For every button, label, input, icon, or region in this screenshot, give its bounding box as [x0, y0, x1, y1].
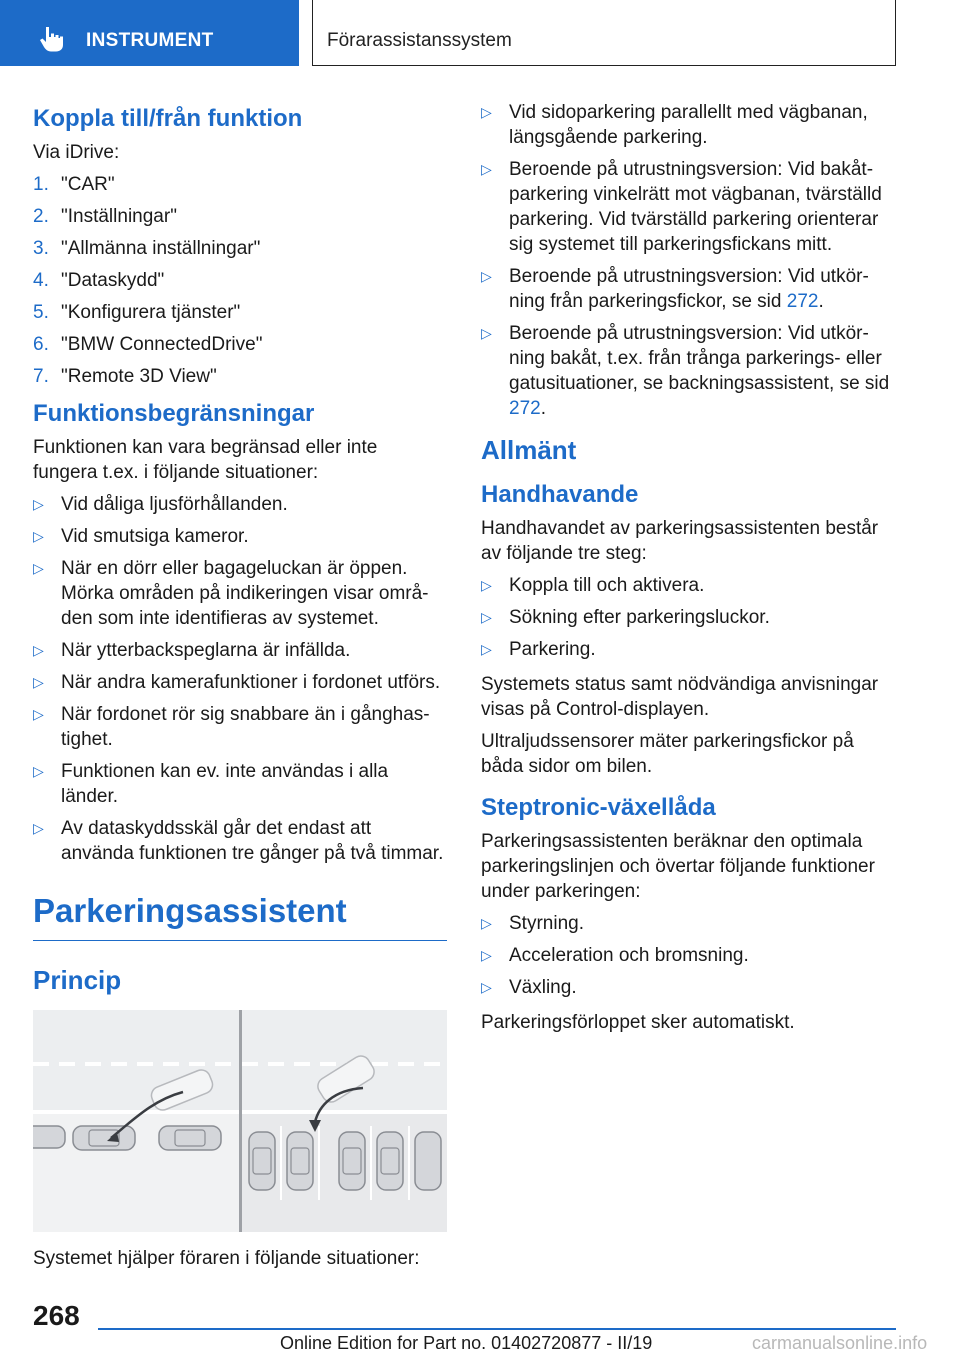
triangle-bullet-icon: ▷ [481, 979, 492, 995]
triangle-bullet-icon: ▷ [33, 674, 44, 690]
list-item: 1. "CAR" [33, 174, 115, 195]
page-link-272[interactable]: 272 [509, 398, 541, 419]
situations-list [481, 100, 895, 421]
list-item: 3. "Allmänna inställningar" [33, 238, 261, 259]
heading-parking-assistant: Parkeringsassistent [33, 892, 447, 941]
triangle-bullet-icon: ▷ [481, 104, 492, 120]
list-item: ▷ Beroende på utrustningsversion: Vid utkörning bakåt, t.ex. från trånga parkerings- eller gatusituationer, se backningsassistent, se sid 272. [481, 323, 890, 419]
right-column [481, 100, 895, 1042]
handhavande-steps [481, 573, 895, 662]
list-item: ▷ När fordonet rör sig snabbare än i gånghastighet. [33, 704, 430, 750]
list-item: ▷ Parkering. [481, 639, 596, 660]
page-link-272[interactable]: 272 [786, 291, 819, 312]
triangle-bullet-icon: ▷ [33, 820, 44, 836]
list-item: 2. "Inställningar" [33, 206, 177, 227]
triangle-bullet-icon: ▷ [481, 325, 492, 341]
chapter-tab-instrument[interactable] [0, 0, 299, 66]
list-item: ▷ Av dataskyddsskäl går det endast att använda funktionen tre gånger på två timmar. [33, 818, 444, 864]
list-item: ▷ När andra kamerafunktioner i fordonet utförs. [33, 672, 441, 693]
heading-handhavande: Handhavande [481, 481, 639, 508]
handhavande-intro: Handhavandet av parkeringsassistenten består av följande tre steg: [481, 518, 879, 564]
list-item: 4. "Dataskydd" [33, 270, 165, 291]
watermark: carmanualsonline.info [752, 1333, 928, 1353]
triangle-bullet-icon: ▷ [481, 577, 492, 593]
list-item: ▷ När en dörr eller bagageluckan är öppen. Mörka områden på indikeringen visar områden som inte identifieras av systemet. [33, 558, 429, 629]
triangle-bullet-icon: ▷ [481, 641, 492, 657]
automatic-paragraph: Parkeringsförloppet sker automatiskt. [481, 1012, 795, 1033]
illustration-caption: Systemet hjälper föraren i följande situationer: [33, 1248, 420, 1269]
triangle-bullet-icon: ▷ [33, 706, 44, 722]
page-number: 268 [33, 1300, 80, 1331]
footer-divider [98, 1328, 896, 1330]
triangle-bullet-icon: ▷ [481, 161, 492, 177]
limitations-intro: Funktionen kan vara begränsad eller inte fungera t.ex. i följande situationer: [33, 437, 378, 483]
heading-allmant: Allmänt [481, 435, 577, 465]
list-item: ▷ Beroende på utrustningsversion: Vid bakåtparkering vinkelrätt mot vägbanan, tvärställd parkering. Vid tvärställd parkering orienterar sig systemet till parkeringsfickans mitt. [481, 159, 882, 255]
heading-steptronic: Steptronic-växellåda [481, 794, 716, 821]
list-item: ▷ Vid sidoparkering parallellt med vägbanan, längsgående parkering. [481, 102, 868, 148]
list-item: ▷ Sökning efter parkeringsluckor. [481, 607, 770, 628]
list-item: 6. "BMW ConnectedDrive" [33, 334, 263, 355]
triangle-bullet-icon: ▷ [33, 496, 44, 512]
list-item: ▷ Koppla till och aktivera. [481, 575, 705, 596]
idrive-steps [33, 172, 447, 389]
triangle-bullet-icon: ▷ [33, 528, 44, 544]
list-item: ▷ Beroende på utrustningsversion: Vid utkörning från parkeringsfickor, se sid 272. [481, 266, 869, 312]
triangle-bullet-icon: ▷ [481, 947, 492, 963]
parking-scenes-image [33, 1010, 447, 1232]
list-item: ▷ När ytterbackspeglarna är infällda. [33, 640, 351, 661]
left-column [33, 100, 447, 1278]
list-item: 5. "Konfigurera tjänster" [33, 302, 241, 323]
triangle-bullet-icon: ▷ [33, 763, 44, 779]
triangle-bullet-icon: ▷ [481, 915, 492, 931]
triangle-bullet-icon: ▷ [481, 268, 492, 284]
section-title: Förarassistanssystem [327, 30, 512, 51]
via-idrive: Via iDrive: [33, 142, 120, 163]
heading-limitations: Funktionsbegränsningar [33, 400, 315, 427]
list-item: ▷ Växling. [481, 977, 577, 998]
ultrasound-paragraph: Ultraljudssensorer mäter parkeringsfickor på båda sidor om bilen. [481, 731, 854, 777]
list-item: ▷ Vid dåliga ljusförhållanden. [33, 494, 288, 515]
parking-illustration [33, 1010, 447, 1232]
page-header [0, 0, 960, 66]
chapter-tab-label: INSTRUMENT [86, 30, 214, 51]
limitations-list [33, 492, 447, 866]
triangle-bullet-icon: ▷ [33, 560, 44, 576]
list-item: ▷ Acceleration och bromsning. [481, 945, 749, 966]
functions-list [481, 911, 895, 1000]
list-item: ▷ Funktionen kan ev. inte användas i alla länder. [33, 761, 389, 807]
heading-principle: Princip [33, 965, 122, 995]
list-item: ▷ Vid smutsiga kameror. [33, 526, 249, 547]
triangle-bullet-icon: ▷ [33, 642, 44, 658]
list-item: ▷ Styrning. [481, 913, 584, 934]
list-item: 7. "Remote 3D View" [33, 366, 217, 387]
edition-info: Online Edition for Part no. 01402720877 - II/19 [280, 1333, 653, 1353]
section-title-box [312, 0, 896, 66]
heading-koppla: Koppla till/från funktion [33, 105, 303, 132]
status-paragraph: Systemets status samt nödvändiga anvisningar visas på Control-displayen. [481, 674, 879, 720]
triangle-bullet-icon: ▷ [481, 609, 492, 625]
pointing-hand-icon [36, 24, 66, 54]
steptronic-intro: Parkeringsassistenten beräknar den optimala parkeringslinjen och övertar följande funktioner under parkeringen: [481, 831, 875, 902]
